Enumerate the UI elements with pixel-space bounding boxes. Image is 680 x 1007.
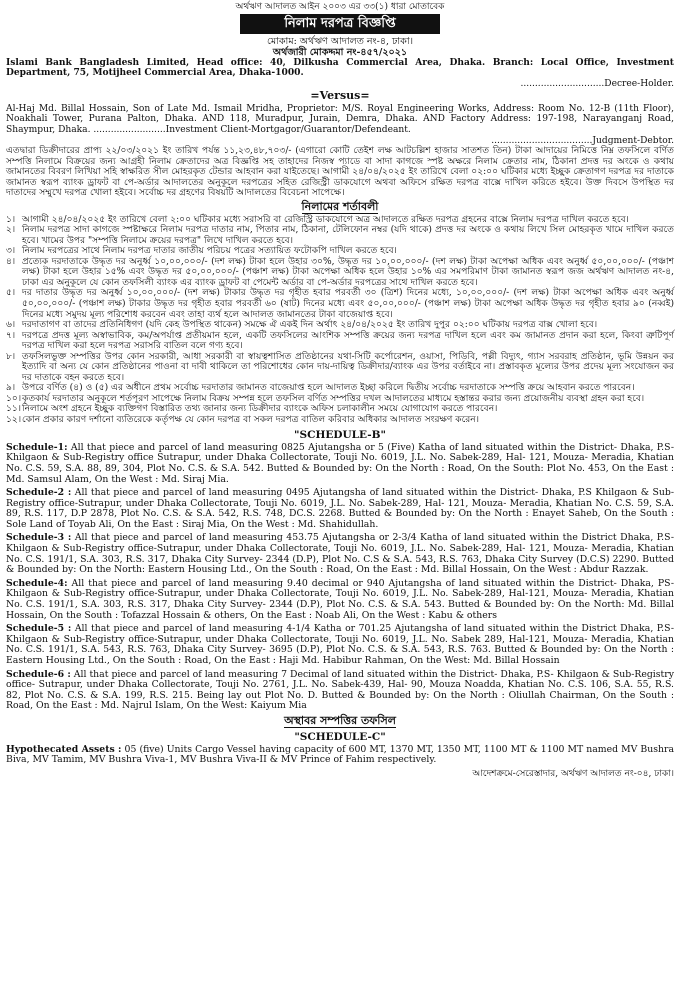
- term-item: [6, 415, 674, 426]
- schedule-c-text: 05 (five) Units Cargo Vessel having capacity of 600 MT, 1370 MT, 1350 MT, 1100 MT & 1100 MT named MV Bushra Biva, MV Tamim, MV Bushra Viva-1, MV Bushra Viva-II & MV Prince of Fahim respectively.: [6, 743, 675, 766]
- schedule-label: Schedule-4:: [6, 577, 68, 589]
- notice-title: নিলাম দরপত্র বিজ্ঞপ্তি: [240, 14, 440, 33]
- terms-heading: [6, 201, 674, 214]
- term-text: কোন প্রকার কারণ দর্শানো ব্যতিরেকে কর্তৃপক্ষ যে কোন দরপত্র বা সকল দরপত্র বাতিল করিবার অধিকার আদালত সংরক্ষণ করেন।: [22, 415, 479, 425]
- schedule-b-item: [6, 670, 674, 712]
- term-text: কৃতকার্য দরদাতার অনুকূলে শর্তপূরণ সাপেক্ষে নিলাম বিক্রয় সম্পন্ন হলে তফসিল বর্ণিত সম্পত্তির দখল আদালতের মাধ্যমে হস্তান্তর করার জন্য প্রয়োজনীয় ব্যবস্থা গ্রহন করা হবে।: [22, 393, 645, 404]
- schedule-label: Schedule-2 :: [6, 487, 72, 499]
- term-number: ৪।: [6, 256, 16, 267]
- term-item: [6, 257, 674, 289]
- case-number: অর্থজারী মোকদ্দমা নং-৪৫৭/২০২১: [272, 46, 408, 58]
- schedule-text: All that piece and parcel of land measuring 9.40 decimal or 940 Ajutangsha of land situated within the District- Dhaka, PS- Khilgaon & Sub-Registry office-Sutrapur, under Dhaka Collectorate, Touji No. 6019, J.L. No. Sabek-289, Hal-121, Mouza- Meradia, Khatian No. C.S. 191/1, S.A. 303, R.S. 317, Dhaka City Survey- 2344 (D.P), Plot No. C.S. & S.A. 543. Butted & Bounded by: On the North: Md. Billal Hossain, On the South : Tofazzal Hossain & others, On the East : Noab Ali, On the West : Kabu & others: [6, 577, 674, 621]
- term-text: নিলাম দরপত্রের সাথে নিলাম দরপত্র দাতার জাতীয় পরিচয় পত্রের সত্যায়িত ফটোকপি দাখিল করতে হবে।: [22, 246, 397, 257]
- schedule-b-item: [6, 624, 674, 666]
- term-number: ১১।: [6, 404, 22, 415]
- terms-heading-text: নিলামের শর্তাবলী: [301, 199, 379, 213]
- term-text: প্রত্যেক দরদাতাকে উদ্ধৃত দর অনুর্ধ্ব ১০,০০,০০০/- (দশ লক্ষ) টাকা হলে উহার ৩০%, উদ্ধৃত দর ১০,০০,০০০/- (দশ লক্ষ) টাকা অপেক্ষা অধিক এবং অনুর্ধ্ব ৫০,০০,০০০/- (পঞ্চাশ লক্ষ) টাকা হলে উহার ১৫% এবং উদ্ধৃত দর ৫০,০০,০০০/- (পঞ্চাশ লক্ষ) টাকা অপেক্ষা অধিক হলে উহার ১০% এর সমপরিমাণ টাকা জামানত স্বরূপ জজ অর্থঋণ আদালত নং-৪, ঢাকা এর অনুকূলে যে কোন তফসিলী ব্যাংক এর ব্যাংক ড্রাফট বা পেমেন্ট অর্ডার বা পে-অর্ডার দরপত্রের সাথে দাখিল করতে হবে।: [22, 256, 674, 288]
- schedule-c-item: [6, 745, 674, 766]
- schedule-b-item: [6, 579, 674, 621]
- term-item: [6, 246, 674, 257]
- term-number: ৭।: [6, 330, 16, 341]
- term-number: ১।: [6, 214, 16, 225]
- schedule-text: All that piece and parcel of land measuring 7 Decimal of land situated within the District- Dhaka, P.S- Khilgaon & Sub-Registry office- Sutrapur, under Dhaka Collectorate, Touji No. 2761, J.L. No. Sabek-439, Hal- 90, Mouza Noadda, Khatian No. C.S. 106, S.A. 55, R.S. 82, Plot No. C.S. & S.A. 199, R.S. 215. Being lay out Plot No. D. Butted & Bounded by: On the North : Oliullah Chairman, On the South : Road, On the East : Md. Najrul Islam, On the West: Kaiyum Mia: [6, 668, 674, 712]
- court-name: মোকাম: অর্থঋণ আদালত নং-৪, ঢাকা।: [267, 35, 413, 47]
- term-item: [6, 331, 674, 352]
- term-text: উপরে বর্ণিত (৪) ও (৫) এর অধীনে প্রথম সর্বোচ্চ দরদাতার জামানত বাজেয়াপ্ত হলে আদালত ইচ্ছা করিলে দ্বিতীয় সর্বোচ্চ দরদাতাকে সম্পত্তি ক্রয়ে আহবান করতে পারবেন।: [22, 383, 635, 394]
- law-line: অর্থঋণ আদালত আইন ২০০৩ এর ৩৩(১) ধারা মোতাবেক: [235, 2, 445, 12]
- term-number: ১০।: [6, 393, 22, 404]
- schedule-c-label: Hypothecated Assets :: [6, 743, 122, 755]
- term-item: [6, 383, 674, 394]
- signature-line: আদেশক্রমে-সেরেস্তাদার, অর্থঋণ আদালত নং-০৪, ঢাকা।: [472, 769, 674, 780]
- term-text: নিলাম দরপত্র সাদা কাগজে স্পষ্টাক্ষরে নিলাম দরপত্র দাতার নাম, পিতার নাম, ঠিকানা, টেলিফোন নম্বর (যদি থাকে) প্রদত্ত দর অংকে ও কথায় লিখে সিল মোহরকৃত খামে দাখিল করতে হবে। খামের উপর "সম্পত্তি নিলামে ক্রয়ের দরপত্র" লিখে দাখিল করতে হবে।: [22, 225, 674, 246]
- term-item: [6, 320, 674, 331]
- terms-list: [6, 215, 674, 426]
- schedule-b-title: "SCHEDULE-B": [294, 428, 386, 441]
- term-text: নিলামে অংশ গ্রহনে ইচ্ছুক ব্যক্তিগণ বিস্তারিত তথ্য জানার জন্য ডিক্রীদার ব্যাংকে অফিস চলাকালীন সময়ে যোগাযোগ করতে পারবেন।: [22, 404, 498, 415]
- schedule-b-item: [6, 443, 674, 485]
- schedule-text: All that piece and parcel of land measuring 4-1/4 Katha or 701.25 Ajutangsha of land situated within the District Dhaka, P.S- Khilgaon & Sub-Registry office-Sutrapur, under Dhaka Collectorate, Touji No. 6019, J.L. No. Sabek 289, Hal-121, Mouza- Meradia, Khatian No. C.S. 191/1, S.A. 543, R.S. 763, Dhaka City Survey- 3695 (D.P), Plot No. C.S. & S.A. 543, R.S. 763. Butted & Bounded by: On the North : Eastern Housing Ltd., On the South : Road, On the East : Haji Md. Habibur Rahman, On the West: Md. Billal Hossain: [6, 623, 674, 666]
- term-item: [6, 352, 674, 384]
- decree-holder: Islami Bank Bangladesh Limited, Head office: 40, Dilkusha Commercial Area, Dhaka. Branch: Local Office, Investment Department, 75, Motijheel Commercial Area, Dhaka-1000.: [6, 56, 674, 79]
- term-text: দরদাতাগণ বা তাদের প্রতিনিধিগণ (যদি কেহ উপস্থিত থাকেন) সমক্ষে ঐ একই দিন অর্থাৎ ২৪/০৪/২০২৫ ইং তারিখ দুপুর ০২:০০ ঘটিকায় দরপত্র বাক্স খোলা হবে।: [22, 320, 598, 331]
- term-number: ৮।: [6, 351, 16, 362]
- term-number: ৯।: [6, 383, 16, 394]
- term-text: দর দাতার উদ্ধৃত দর অনুর্ধ্ব ১০,০০,০০০/- (দশ লক্ষ) টাকার উদ্ধৃত দর গৃহীত হবার পরবর্তী ৩০ (ত্রিশ) দিনের মধ্যে, ১০,০০,০০০/- (দশ লক্ষ) টাকা অপেক্ষা অধিক এবং অনুর্ধ্ব ৫০,০০,০০০/- (পঞ্চাশ লক্ষ) টাকার উদ্ধৃত দর গৃহীত হবার পরবর্তী ৬০ (ষাট) দিনের মধ্যে এবং ৫০,০০,০০০/- (পঞ্চাশ লক্ষ) টাকা অপেক্ষা অধিক উদ্ধৃত দর গৃহীত হবার ৯০ (নব্বই) দিনের মধ্যে সমুদয় মূল্য পরিশোধ করবেন এবং তাহা ব্যর্থ হলে আদালত জামানতের টাকা বাজেয়াপ্ত হবে।: [22, 288, 674, 320]
- versus-label: =Versus=: [310, 89, 370, 103]
- schedule-text: All that piece and parcel of land measuring 0495 Ajutangsha of land situated within the District- Dhaka, P.S Khilgaon & Sub-Registry office-Sutrapur, under Dhaka Collectorate, Touji No. 6019, J.L. No. Sabek-289, Hal- 121, Mouza- Meradia, Khatian No. C.S. 59, S.A. 89, R.S. 117, D.P 2878, Plot No. C.S. & S.A. 542, R.S. 748, DC.S. 2268. Butted & Bounded by: On the North : Enayet Saheb, On the South : Sole Land of Toyab Ali, On the East : Siraj Mia, On the West : Md. Shahidullah.: [6, 487, 674, 530]
- judgment-debtor: Al-Haj Md. Billal Hossain, Son of Late Md. Ismail Mridha, Proprietor: M/S. Royal Engineering Works, Address: Room No. 12-B (11th Floor), Noakhali Tower, Purana Palton, Dhaka. AND 118, Muradpur, Jurain, Demra, Dhaka. AND Factory Address: 197-198, Narayanganj Road, Shaympur, Dhaka. .........................Investment Client-Mortgagor/Guarantor/Defendeant.: [6, 103, 674, 136]
- term-number: ৫।: [6, 288, 16, 299]
- schedule-text: All that piece and parcel of land measuring 453.75 Ajutangsha or 2-3/4 Katha of land situated within the District Dhaka, P.S- Khilgaon & Sub-Registry office-Sutrapur, under Dhaka Collectorate, Touji No. 6019, J.L. No. Sabek-289, Hal- 121, Mouza- Meradia, Khatian No. C.S. 191/1, S.A. 303, R.S. 317, Dhaka City Survey- 2344 (D.P), Plot No. C.S & S.A. 543, R.S. 763, Dhaka City Survey (D.C.S) 2290. Butted & Bounded by: On the North: Eastern Housing Ltd., On the South : Road, On the East : Md. Billal Hossain, On the West : Abdur Razzak.: [6, 532, 674, 576]
- term-number: ১২।: [6, 415, 22, 425]
- term-item: [6, 215, 674, 226]
- schedule-b-item: [6, 533, 674, 575]
- term-number: ৬।: [6, 320, 16, 331]
- schedule-c-bn-title: অস্থাবর সম্পত্তির তফসিল: [284, 713, 396, 727]
- schedule-label: Schedule-3 :: [6, 532, 72, 544]
- term-item: [6, 225, 674, 246]
- decree-holder-label: .............................Decree-Holder.: [520, 78, 674, 89]
- schedule-c-title: "SCHEDULE-C": [294, 730, 386, 743]
- intro-paragraph: এতদ্বারা ডিক্রীদারের প্রাপ্য ২২/০৩/২০২১ ইং তারিখ পর্যন্ত ১১,২৩,৪৮,৭০৩/- (এগারো কোটি তেইশ লক্ষ আটচল্লিশ হাজার সাতশত তিন) টাকা আদায়ের নিমিত্তে নিম্ন তফসিলে বর্ণিত সম্পত্তি নিলামে বিক্রয়ের জন্য আগ্রহী নিলাম ক্রেতাদের অত্র বিজ্ঞপ্তি সহ তাহাদের নিজস্ব প্যাডে বা সাদা কাগজে স্পষ্ট অক্ষরে নিলাম ক্রেতার নাম, ঠিকানা প্রদত্ত দর অংকে ও কথায় জামানতের বিবরণ লিখিয়া সহি স্বাক্ষরিত সীল মোহরকৃত টেন্ডার আহবান করা যাইতেছে। আগামী ২৪/০৪/২০২৫ ইং তারিখে বেলা ০২:০০ ঘটিকার মধ্যে ইচ্ছুক ক্রেতাগণ দরপত্র দর দাতাকে জামানত স্বরূপ ব্যাংক ড্রাফট বা পে-অর্ডার আদালতের অনুকূলে দরপত্রের সহিত রেজিস্ট্রী ডাকযোগে অথবা অফিসে রক্ষিত দরপত্র বাক্সে দাখিল করিতে হইবে। উক্ত দিবসে উপস্থিত দর দাতাদের সম্মুখে দরপত্র খোলা হইবে। সর্বোচ্চ দর গ্রহণের বিষয়টি আদালতের বিবেচনা সাপেক্ষে।: [6, 146, 674, 199]
- term-number: ৩।: [6, 246, 16, 257]
- term-text: দরপত্রে প্রদত্ত মূল্য অস্বাভাবিক, কম/অপর্যাপ্ত প্রতীয়মান হলে, একটি তফসিলের আংশিক সম্পত্তি ক্রয়ের জন্য দরপত্র দাখিল হলে এবং কম জামানত প্রদান করা হলে, কিংবা ত্রুটিপূর্ণ দরপত্র দাখিল করা হলে দরপত্র সরাসরি বাতিল বলে গণ্য হবে।: [22, 330, 674, 352]
- term-item: [6, 394, 674, 405]
- schedule-b-item: [6, 488, 674, 530]
- term-item: [6, 288, 674, 320]
- term-item: [6, 404, 674, 415]
- term-text: তফসিলভুক্ত সম্পত্তির উপর কোন সরকারী, আধা সরকারী বা স্বায়ত্বশাসিত প্রতিষ্ঠানের যথা-সিটি কর্পোরেশন, ওয়াসা, পিডিবি, পল্লী বিদ্যুৎ, গ্যাস সরবরাহ প্রতিষ্ঠান, ভূমি উন্নয়ন কর ইত্যাদি বা অন্য যে কোন প্রতিষ্ঠানের পাওনা বা দাবী থাকিলে তা পরিশোধের কোন দায়-দায়িত্ব ডিক্রীদার/ব্যাংক এর উপর বর্তাইবে না। প্রস্তাবকৃত মূল্যের উপর প্রদেয় মূল্য সংযোজন কর দর দাতাকে বহন করতে হবে।: [22, 351, 674, 383]
- schedule-text: All that piece and parcel of land measuring 0825 Ajutangsha or 5 (Five) Katha of land situated within the District- Dhaka, P.S- Khilgaon & Sub-Registry office Sutrapur, under Dhaka Collectorate, Touji No. 6019, J.L. No. Sabek-289, Hal- 121, Mouza- Meradia, Khatian No. C.S. 59, S.A. 88, 89, 304, Plot No. C.S. & S.A. 542. Butted & Bounded by: On the North : Road, On the South: Plot No. 453, On the East : Md. Samsul Alam, On the West : Md. Siraj Mia.: [6, 441, 674, 485]
- schedule-label: Schedule-1:: [6, 441, 68, 453]
- schedule-label: Schedule-5 :: [6, 623, 72, 635]
- schedule-c-bn-heading: [6, 715, 674, 728]
- judgment-debtor-label: ...................................Judgment-Debtor.: [491, 135, 674, 146]
- term-text: আগামী ২৪/০৪/২০২৫ ইং তারিখে বেলা ২:০০ ঘটিকার মধ্যে সরাসরি বা রেজিস্ট্রি ডাকযোগে অত্র আদালতে রক্ষিত দরপত্র গ্রহনের বাক্সে নিলাম দরপত্র দাখিল করতে হবে।: [22, 214, 629, 225]
- term-number: ২।: [6, 225, 16, 236]
- schedule-label: Schedule-6 :: [6, 668, 71, 680]
